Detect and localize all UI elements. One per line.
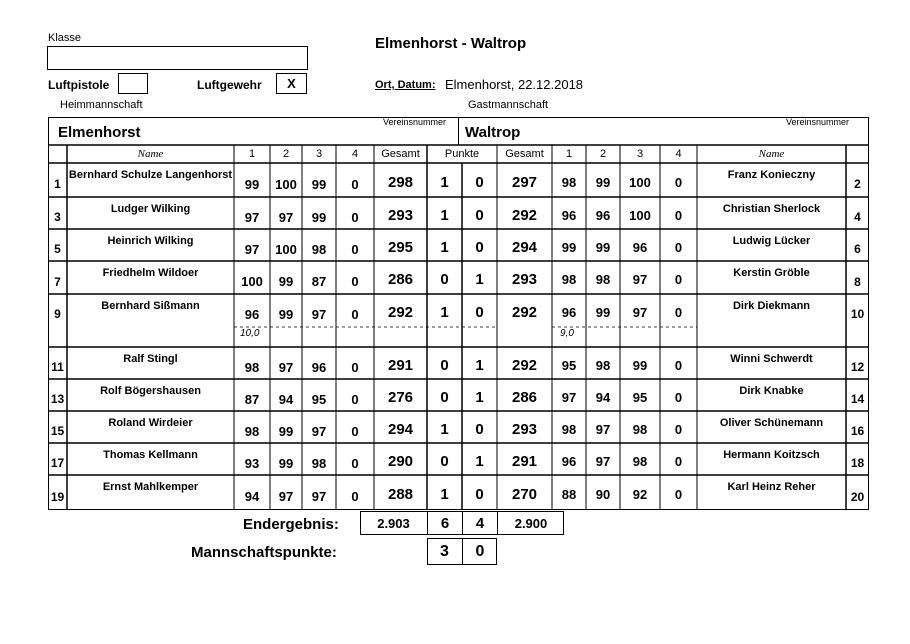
away-series-2: 99: [595, 239, 611, 255]
home-series-2: 99: [278, 423, 294, 439]
away-shooter-number: 12: [850, 360, 865, 374]
away-series-4: 0: [674, 304, 683, 320]
away-series-1: 97: [561, 389, 577, 405]
away-series-1: 98: [561, 421, 577, 437]
away-total: 293: [511, 271, 538, 288]
away-series-2: 98: [595, 272, 611, 287]
home-series-3: 97: [311, 423, 327, 439]
away-series-4: 0: [674, 487, 683, 502]
away-point: 1: [475, 388, 484, 406]
away-total: 292: [511, 356, 538, 374]
home-shooter-name: Ludger Wilking: [110, 203, 191, 215]
home-series-1: 87: [244, 391, 260, 407]
away-shooter-number: 2: [854, 177, 861, 191]
away-series-1: 88: [561, 487, 577, 502]
away-shooter-name: Christian Sherlock: [722, 203, 821, 215]
away-shooter-name: Karl Heinz Reher: [727, 481, 816, 493]
home-series-1: 98: [244, 359, 260, 375]
home-vereinsnummer-label: Vereinsnummer: [383, 117, 447, 127]
away-shooter-name: Ludwig Lücker: [732, 235, 811, 247]
away-shooter-name: Oliver Schünemann: [719, 417, 824, 429]
home-shooter-name: Heinrich Wilking: [107, 235, 194, 247]
home-total: 290: [387, 452, 414, 470]
endergebnis-away-total: 2.900: [497, 511, 564, 535]
home-series-1: 93: [244, 455, 260, 471]
home-shooter-name: Friedhelm Wildoer: [102, 267, 199, 279]
home-series-4: 0: [351, 423, 359, 439]
away-point: 0: [475, 303, 484, 321]
home-series-2: 99: [278, 274, 294, 289]
home-point: 0: [440, 271, 449, 288]
mannschaftspunkte-label: Mannschaftspunkte:: [191, 544, 337, 561]
col-header-punkte: Punkte: [444, 148, 480, 160]
home-point: 1: [440, 238, 449, 256]
endergebnis-away-points: 4: [462, 511, 497, 535]
home-series-2: 94: [278, 391, 294, 407]
away-total: 293: [511, 420, 538, 438]
away-point: 0: [475, 173, 484, 191]
home-total: 295: [387, 238, 414, 256]
home-series-2: 97: [278, 359, 294, 375]
home-shooter-name: Bernhard Schulze Langenhorst: [68, 169, 233, 181]
away-total: 292: [511, 206, 538, 224]
home-total: 293: [387, 206, 414, 224]
away-series-2: 98: [595, 357, 611, 373]
away-total: 286: [511, 388, 538, 406]
home-series-1: 99: [244, 176, 260, 192]
home-shooter-number: 3: [54, 210, 61, 224]
away-series-2: 90: [595, 487, 611, 502]
home-shooter-number: 9: [54, 307, 61, 321]
luftgewehr-label: Luftgewehr: [197, 78, 262, 92]
away-shooter-name: Kerstin Gröble: [733, 267, 810, 279]
home-series-3: 99: [311, 209, 327, 225]
home-series-3: 97: [311, 306, 327, 322]
away-shooter-name: Hermann Koitzsch: [723, 449, 820, 461]
ort-datum-value: Elmenhorst, 22.12.2018: [445, 77, 584, 92]
home-series-3: 99: [311, 176, 327, 192]
away-series-4: 0: [674, 272, 683, 287]
away-series-1: 96: [561, 207, 577, 223]
away-series-2: 97: [595, 453, 611, 469]
away-point: 0: [475, 238, 484, 256]
mannschaftspunkte-away: 0: [462, 538, 497, 565]
away-shooter-name: Franz Konieczny: [727, 169, 816, 181]
home-series-4: 0: [351, 241, 359, 257]
away-team-name: Waltrop: [465, 124, 521, 141]
home-shooter-number: 7: [54, 274, 61, 289]
home-shooter-name: Ernst Mahlkemper: [102, 481, 199, 493]
home-total: 276: [387, 388, 414, 406]
col-header-away-s4: 4: [675, 148, 682, 160]
away-series-3: 97: [632, 304, 648, 320]
home-series-4: 0: [351, 391, 359, 407]
home-total: 298: [387, 173, 414, 191]
home-total: 286: [387, 271, 414, 288]
away-shooter-number: 16: [850, 424, 865, 438]
away-series-3: 100: [629, 207, 651, 223]
home-series-3: 96: [311, 359, 327, 375]
away-series-2: 97: [595, 421, 611, 437]
home-point: 0: [440, 452, 449, 470]
home-shooter-name: Bernhard Sißmann: [101, 300, 200, 312]
away-total: 291: [511, 452, 538, 470]
home-series-4: 0: [351, 306, 359, 322]
home-point: 1: [440, 420, 449, 438]
away-series-2: 99: [595, 304, 611, 320]
home-shooter-number: 15: [50, 424, 65, 438]
away-series-1: 99: [561, 239, 577, 255]
home-series-1: 100: [241, 274, 263, 289]
home-series-2: 97: [278, 489, 294, 504]
away-series-3: 98: [632, 421, 648, 437]
away-shooter-name: Winni Schwerdt: [730, 353, 813, 365]
home-series-1: 97: [244, 209, 260, 225]
home-series-2: 97: [278, 209, 294, 225]
page-title: Elmenhorst - Waltrop: [375, 35, 527, 52]
away-series-4: 0: [674, 421, 683, 437]
home-series-3: 98: [311, 455, 327, 471]
home-series-1: 96: [244, 306, 260, 322]
away-series-1: 98: [561, 174, 577, 190]
home-series-2: 99: [278, 455, 294, 471]
home-series-2: 100: [275, 176, 297, 192]
home-shooter-number: 11: [51, 360, 64, 374]
home-series-2: 100: [275, 241, 297, 257]
away-shooter-number: 8: [854, 274, 861, 289]
luftgewehr-mark: X: [287, 76, 296, 91]
away-series-4: 0: [674, 207, 683, 223]
away-point: 0: [475, 486, 484, 503]
col-header-away-s2: 2: [599, 148, 607, 160]
away-point: 1: [475, 271, 484, 288]
gastmannschaft-label: Gastmannschaft: [468, 99, 549, 111]
away-point: 0: [475, 206, 484, 224]
col-header-home-s1: 1: [248, 148, 256, 160]
home-point: 0: [440, 388, 449, 406]
col-header-home-s4: 4: [351, 148, 359, 160]
home-total: 292: [387, 303, 414, 321]
home-shooter-name: Thomas Kellmann: [103, 449, 198, 461]
away-series-2: 94: [595, 389, 611, 405]
home-series-4: 0: [351, 455, 359, 471]
col-header-away-name: Name: [758, 148, 785, 160]
col-header-away-s3: 3: [636, 148, 644, 160]
home-team-name: Elmenhorst: [58, 124, 141, 141]
home-point: 1: [440, 206, 449, 224]
home-point: 1: [440, 486, 449, 503]
col-header-home-name: Name: [137, 148, 164, 160]
away-series-1: 96: [561, 453, 577, 469]
home-series-4: 0: [351, 176, 359, 192]
away-series-4: 0: [674, 357, 683, 373]
away-series-4: 0: [674, 239, 683, 255]
heimmannschaft-label: Heimmannschaft: [60, 99, 143, 111]
home-series-3: 97: [311, 489, 327, 504]
home-series-4: 0: [351, 489, 359, 504]
home-point: 1: [440, 303, 449, 321]
home-series-3: 87: [311, 274, 327, 289]
away-series-1: 95: [561, 357, 577, 373]
mannschaftspunkte-home: 3: [440, 542, 449, 560]
away-shooter-number: 14: [850, 392, 865, 406]
col-header-away-s1: 1: [565, 148, 573, 160]
away-shooter-name: Dirk Diekmann: [732, 300, 811, 312]
home-series-4: 0: [351, 209, 359, 225]
home-series-3: 98: [311, 241, 327, 257]
home-shooter-number: 19: [50, 489, 65, 504]
away-shooter-number: 10: [850, 307, 865, 321]
away-series-4: 0: [674, 389, 683, 405]
away-series-3: 92: [632, 487, 648, 502]
home-shooter-name: Roland Wirdeier: [108, 417, 193, 429]
away-tiebreak-value: 9,0: [560, 328, 574, 339]
home-shooter-name: Rolf Bögershausen: [100, 385, 201, 397]
away-shooter-number: 4: [854, 210, 861, 224]
home-shooter-name: Ralf Stingl: [123, 353, 178, 365]
home-shooter-number: 5: [54, 242, 61, 256]
home-shooter-number: 17: [50, 456, 65, 470]
away-total: 292: [511, 303, 538, 321]
away-vereinsnummer-label: Vereinsnummer: [786, 117, 850, 127]
away-shooter-number: 20: [850, 489, 865, 504]
away-series-2: 99: [595, 174, 611, 190]
away-shooter-number: 18: [850, 456, 865, 470]
klasse-label: Klasse: [48, 32, 82, 44]
away-point: 1: [475, 356, 484, 374]
home-total: 291: [387, 356, 414, 374]
home-shooter-number: 13: [50, 392, 65, 406]
endergebnis-label: Endergebnis:: [243, 516, 339, 533]
away-shooter-number: 6: [854, 242, 861, 256]
col-header-home-s2: 2: [282, 148, 290, 160]
home-series-1: 94: [244, 489, 260, 504]
away-series-3: 99: [632, 357, 648, 373]
home-tiebreak-value: 10,0: [240, 328, 260, 339]
ort-datum-label: Ort, Datum:: [375, 79, 436, 91]
away-series-3: 95: [632, 389, 648, 405]
away-series-3: 97: [632, 272, 648, 287]
home-shooter-number: 1: [54, 177, 61, 191]
endergebnis-home-points: 6: [427, 511, 462, 535]
home-point: 0: [440, 356, 449, 374]
away-shooter-name: Dirk Knabke: [739, 385, 804, 397]
home-series-1: 98: [244, 423, 260, 439]
away-series-1: 96: [561, 304, 577, 320]
away-series-3: 100: [629, 174, 651, 190]
away-series-2: 96: [595, 207, 611, 223]
home-series-4: 0: [351, 274, 359, 289]
away-total: 294: [511, 238, 538, 256]
home-total: 288: [387, 486, 414, 503]
away-point: 0: [475, 420, 484, 438]
away-series-4: 0: [674, 453, 683, 469]
col-header-away-gesamt: Gesamt: [505, 148, 544, 160]
away-point: 1: [475, 452, 484, 470]
home-series-4: 0: [351, 359, 359, 375]
endergebnis-home-total: 2.903: [377, 515, 410, 531]
away-series-1: 98: [561, 272, 577, 287]
home-series-1: 97: [244, 241, 260, 257]
home-series-3: 95: [311, 391, 327, 407]
col-header-home-gesamt: Gesamt: [381, 148, 420, 160]
luftpistole-label: Luftpistole: [48, 78, 110, 92]
col-header-home-s3: 3: [315, 148, 323, 160]
away-total: 297: [511, 173, 538, 191]
home-total: 294: [387, 420, 414, 438]
home-series-2: 99: [278, 306, 294, 322]
away-series-4: 0: [674, 174, 683, 190]
away-total: 270: [511, 486, 538, 503]
away-series-3: 96: [632, 239, 648, 255]
away-series-3: 98: [632, 453, 648, 469]
home-point: 1: [440, 173, 449, 191]
